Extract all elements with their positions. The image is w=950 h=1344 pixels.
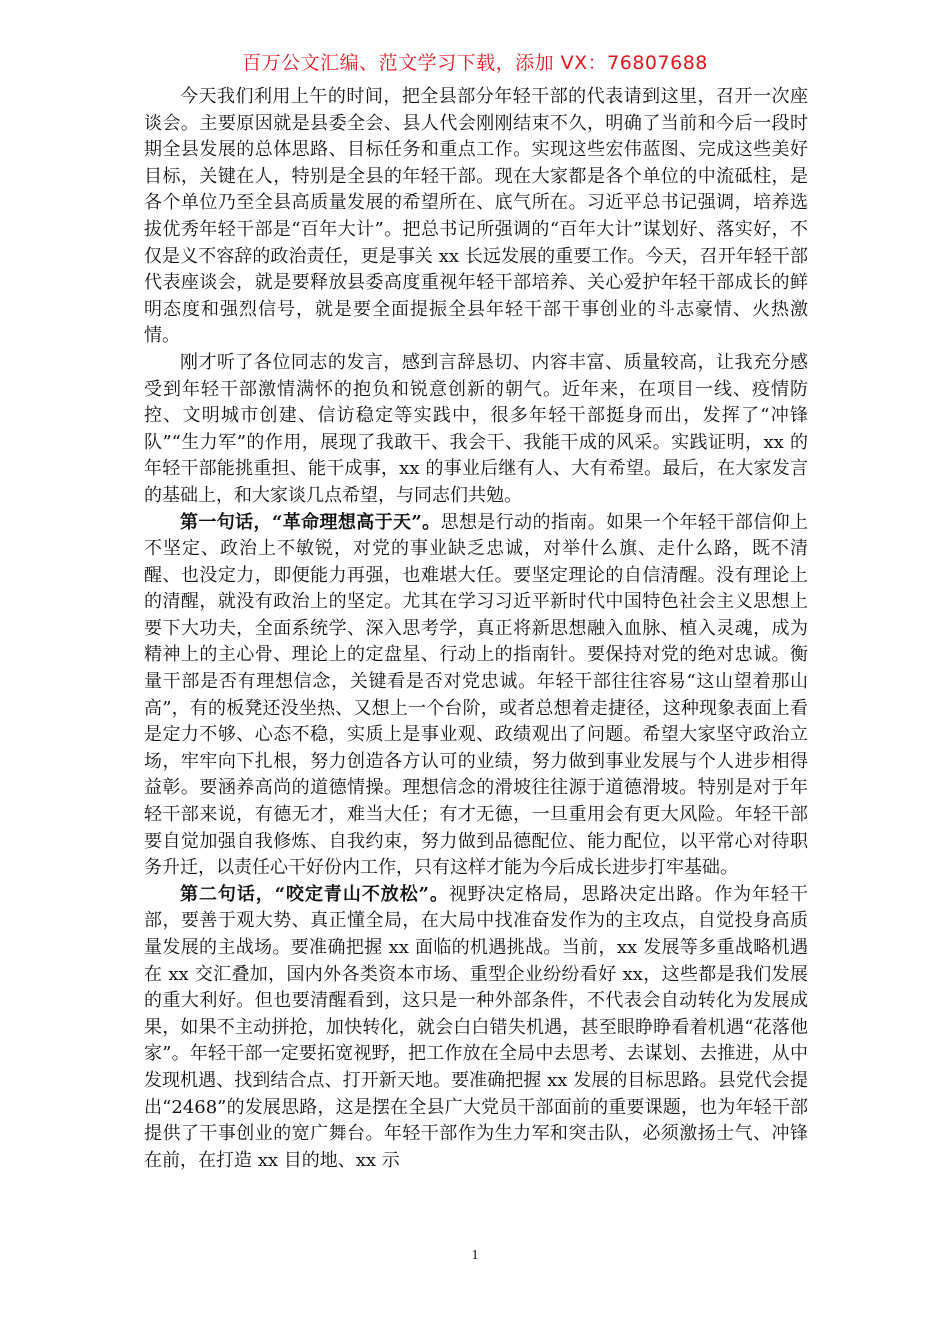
document-body — [144, 84, 808, 1174]
section-heading: 第二句话，“咬定青山不放松”。 — [180, 883, 449, 905]
paragraph-text: 视野决定格局，思路决定出路。作为年轻干部，要善于观大势、真正懂全局，在大局中找准奋发作为的主攻点，自觉投身高质量发展的主战场。要准确把握 xx 面临的机遇挑战。当前，xx 发展等多重战略机遇在 xx 交汇叠加，国内外各类资本市场、重型企业纷纷看好 xx，这些都是我们发展的重大利好。但也要清醒看到，这只是一种外部条件，不代表会自动转化为发展成果，如果不主动拼抢，加快转化，就会白白错失机遇，甚至眼睁睁看着机遇“花落他家”。年轻干部一定要拓宽视野，把工作放在全局中去思考、去谋划、去推进，从中发现机遇、找到结合点、打开新天地。要准确把握 xx 发展的目标思路。县党代会提出“2468”的发展思路，这是摆在全县广大党员干部面前的重要课题，也为年轻干部提供了干事创业的宽广舞台。年轻干部作为生力军和突击队，必须激扬士气、冲锋在前，在打造 xx 目的地、xx 示 — [144, 883, 808, 1171]
page-number: 1 — [471, 1248, 479, 1263]
paragraph-text: 刚才听了各位同志的发言，感到言辞恳切、内容丰富、质量较高，让我充分感受到年轻干部激情满怀的抱负和锐意创新的朝气。近年来，在项目一线、疫情防控、文明城市创建、信访稳定等实践中，很多年轻干部挺身而出，发挥了“冲锋队”“生力军”的作用，展现了我敢干、我会干、我能干成的风采。实践证明，xx 的年轻干部能挑重担、能干成事，xx 的事业后继有人、大有希望。最后，在大家发言的基础上，和大家谈几点希望，与同志们共勉。 — [144, 351, 808, 506]
section-heading: 第一句话，“革命理想高于天”。 — [180, 511, 441, 533]
paragraph-section-two — [144, 882, 808, 1175]
paragraph-feedback — [144, 350, 808, 510]
paragraph-text: 思想是行动的指南。如果一个年轻干部信仰上不坚定、政治上不敏锐，对党的事业缺乏忠诚，对举什么旗、走什么路，既不清醒、也没定力，即便能力再强，也难堪大任。要坚定理论的自信清醒。没有理论上的清醒，就没有政治上的坚定。尤其在学习习近平新时代中国特色社会主义思想上要下大功夫，全面系统学、深入思考学，真正将新思想融入血脉、植入灵魂，成为精神上的主心骨、理论上的定盘星、行动上的指南针。要保持对党的绝对忠诚。衡量干部是否有理想信念，关键看是否对党忠诚。年轻干部往往容易“这山望着那山高”，有的板凳还没坐热、又想上一个台阶，或者总想着走捷径，这种现象表面上看是定力不够、心态不稳，实质上是事业观、政绩观出了问题。希望大家坚守政治立场，牢牢向下扎根，努力创造各方认可的业绩，努力做到事业发展与个人进步相得益彰。要涵养高尚的道德情操。理想信念的滑坡往往源于道德滑坡。特别是对于年轻干部来说，有德无才，难当大任；有才无德，一旦重用会有更大风险。年轻干部要自觉加强自我修炼、自我约束，努力做到品德配位、能力配位，以平常心对待职务升迁，以责任心干好份内工作，只有这样才能为今后成长进步打牢基础。 — [144, 511, 808, 879]
paragraph-intro — [144, 84, 808, 350]
watermark-header: 百万公文汇编、范文学习下载，添加 VX：76807688 — [242, 52, 708, 74]
paragraph-text: 今天我们利用上午的时间，把全县部分年轻干部的代表请到这里，召开一次座谈会。主要原因就是县委全会、县人代会刚刚结束不久，明确了当前和今后一段时期全县发展的总体思路、目标任务和重点工作。实现这些宏伟蓝图、完成这些美好目标，关键在人，特别是全县的年轻干部。现在大家都是各个单位的中流砥柱，是各个单位乃至全县高质量发展的希望所在、底气所在。习近平总书记强调，培养选拔优秀年轻干部是“百年大计”。把总书记所强调的“百年大计”谋划好、落实好，不仅是义不容辞的政治责任，更是事关 xx 长远发展的重要工作。今天，召开年轻干部代表座谈会，就是要释放县委高度重视年轻干部培养、关心爱护年轻干部成长的鲜明态度和强烈信号，就是要全面提振全县年轻干部干事创业的斗志豪情、火热激情。 — [144, 86, 808, 347]
paragraph-section-one — [144, 510, 808, 882]
